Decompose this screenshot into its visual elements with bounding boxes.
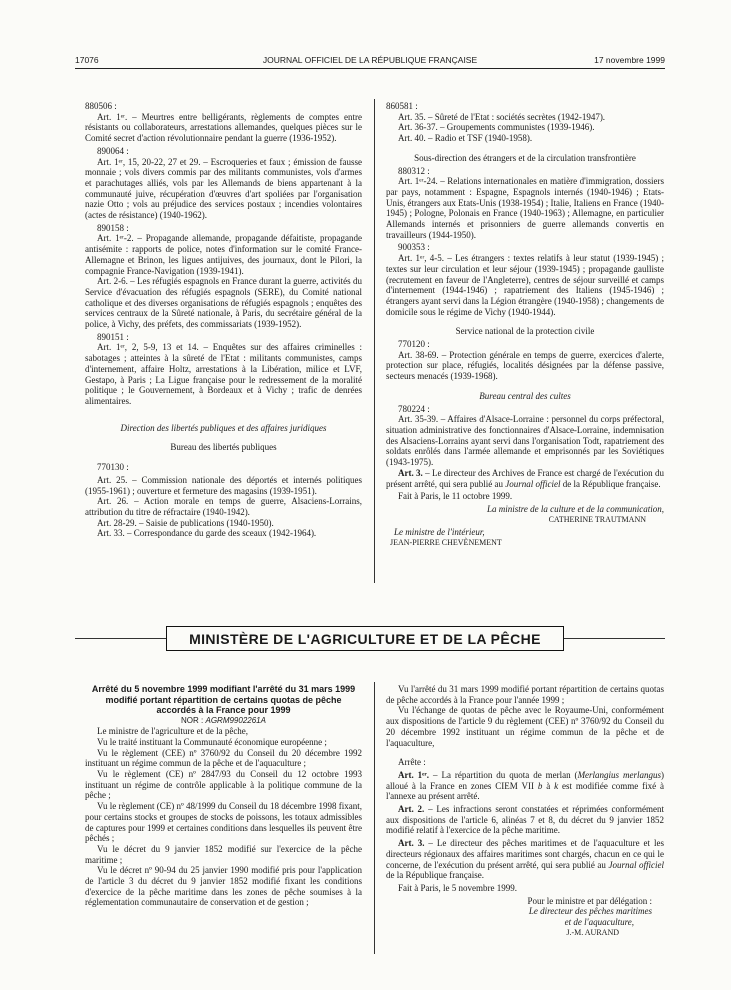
article-text: Art. 1ᵉʳ-2. – Propagande allemande, propagande défaitiste, propagande antisémite : rapports de police, notes d'information sur le comité France-Allemagne et Brinon, les ligues antijuives, des journaux, dont le Pilori, la compagnie France-Navigation (1939-1941). (85, 233, 362, 276)
decree-paragraph: Vu le traité instituant la Communauté économique européenne ; (97, 736, 327, 747)
signing-place-date: Fait à Paris, le 11 octobre 1999. (398, 491, 513, 502)
article-text: Art. 36-37. – Groupements communistes (1939-1946). (398, 122, 595, 133)
ref-number: 860581 : (386, 101, 418, 111)
article-3: Art. 3. – Le directeur des Archives de France est chargé de l'exécution du présent arrêté, qui sera publié au Journal officiel de la République française. (386, 467, 664, 489)
column-separator (374, 99, 375, 583)
ref-number: 890151 : (97, 331, 129, 342)
signatory-title: Pour le ministre et par délégation : (527, 895, 652, 906)
ref-number: 770120 : (398, 339, 430, 350)
article-text: Art. 2-6. – Les réfugiés espagnols en France durant la guerre, activités du Service d'évacuation des réfugiés espagnols (SERE), du Comité national catholique et des diverses organisations de réfugiés espagnols ; enquêtes des services centraux de la Sûreté nationale, à Paris, du secrétaire général de la police, à Vichy, des préfets, des commissariats (1939-1952). (85, 276, 362, 330)
article-2: Art. 2. – Les infractions seront constatées et réprimées conformément aux dispositions de l'article 6, alinéas 7 et 8, du décret du 9 janvier 1852 modifié relatif à l'exercice de la pêche maritime. (386, 804, 664, 836)
section-heading: Direction des libertés publiques et des affaires juridiques (120, 422, 327, 433)
nor-reference: NOR : AGRM9902261A (181, 715, 266, 725)
decree-paragraph: Le ministre de l'agriculture et de la pêche, (97, 726, 249, 737)
ref-number: 900353 : (398, 242, 430, 253)
page-header (75, 55, 665, 67)
ref-number: 770130 : (97, 462, 129, 473)
article-label: Art. 3. (398, 467, 423, 478)
article-text: Art. 1ᵉʳ-24. – Relations internationales en matière d'immigration, dossiers par pays, notamment : Espagne, Espagnols internés (1940-1946) ; Etats-Unis, étrangers aux Etats-Unis (1938-1954) ; Italie, Italiens en France (1940-1945) ; Pologne, Polonais en France (1940-1963) ; Allemagne, en particulier Allemands internés et prisonniers de guerre allemands convertis en travailleurs (1944-1950). (386, 176, 664, 240)
ref-number: 780224 : (398, 403, 430, 414)
decree-paragraph: Vu le décret du 9 janvier 1852 modifié sur l'exercice de la pêche maritime ; (85, 843, 362, 865)
ref-number: 890064 : (97, 145, 129, 156)
signatory-name: CATHERINE TRAUTMANN (548, 514, 646, 524)
article-text: Art. 33. – Correspondance du garde des sceaux (1942-1964). (97, 528, 317, 539)
column-4 (386, 684, 664, 938)
article-text: Art. 1ᵉʳ. – Meurtres entre belligérants, règlements de comptes entre résistants ou collaborateurs, arrestations allemandes, quelques pièces sur le Comité secret d'action révolutionnaire pendant la guerre (1936-1952). (85, 111, 362, 144)
signatory-name: JEAN-PIERRE CHEVÈNEMENT (390, 538, 502, 548)
subsection-heading: Bureau des libertés publiques (170, 442, 277, 453)
signing-place-date: Fait à Paris, le 5 novembre 1999. (398, 882, 517, 893)
article-3: Art. 3. – Le directeur des pêches maritimes et de l'aquaculture et les directeurs régionaux des affaires maritimes sont chargés, chacun en ce qui le concerne, de l'exécution du présent arrêté, qui sera publié au Journal officiel de la République française. (386, 838, 664, 881)
article-text: Art. 1ᵉʳ, 15, 20-22, 27 et 29. – Escroqueries et faux ; émission de fausse monnaie ; vols divers commis par des militants communistes, vols d'armes et parachutages alliés, vols par les Allemands de biens appartenant à la communauté juive, récupération d'œuvres d'art spoliées par l'organisation nazie Otto ; vols au préjudice des services postaux ; incendies volontaires (actes de résistance) (1940-1962). (85, 156, 362, 221)
article-text: Art. 28-29. – Saisie de publications (1940-1950). (97, 517, 274, 528)
column-2 (386, 101, 664, 549)
decree-title: Arrêté du 5 novembre 1999 modifiant l'arrêté du 31 mars 1999 modifié portant répartition de certains quotas de pêche accordés à la France pour 1999 (91, 684, 356, 715)
article-text: Art. 35-39. – Affaires d'Alsace-Lorraine : personnel du corps préfectoral, situation administrative des fonctionnaires d'Alsace-Lorraine, indemnisation des Alsaciens-Lorrains ayant servi dans l'organisation Todt, rapatriement des soldats enrôlés dans l'armée allemande et emprisonnés par les Soviétiques (1943-1975). (386, 414, 664, 468)
article-text: Art. 35. – Sûreté de l'Etat : sociétés secrètes (1942-1947). (398, 111, 606, 122)
page-number: 17076 (75, 55, 99, 65)
ministry-banner: MINISTÈRE DE L'AGRICULTURE ET DE LA PÊCHE (166, 626, 564, 651)
decree-paragraph: Vu le règlement (CE) nº 48/1999 du Conseil du 18 décembre 1998 fixant, pour certains stocks et groupes de stocks de poissons, les totaux admissibles de captures pour 1999 et certaines conditions dans lesquelles ils peuvent être pêchés ; (85, 801, 362, 844)
signatory-title: Le ministre de l'intérieur, (394, 527, 485, 538)
section-heading: Service national de la protection civile (455, 326, 595, 337)
arrete-label: Arrête : (398, 757, 426, 768)
issue-date: 17 novembre 1999 (594, 55, 665, 65)
ref-number: 880312 : (398, 165, 430, 176)
decree-paragraph: Vu l'échange de quotas de pêche avec le Royaume-Uni, conformément aux dispositions de l'article 9 du règlement (CEE) nº 3760/92 du Conseil du 20 décembre 1992 instituant un régime commun de la pêche et de l'aquaculture, (386, 705, 664, 748)
section-heading: Bureau central des cultes (479, 390, 571, 401)
header-rule (75, 68, 665, 69)
signatory-title: Le directeur des pêches maritimes (528, 906, 652, 917)
article-text: Art. 1ᵉʳ, 4-5. – Les étrangers : textes relatifs à leur statut (1939-1945) ; textes sur leur circulation et leur séjour (1939-1945) ; propagande gaulliste (recrutement en faveur de l'Angleterre), centres de séjour surveillé et camps d'internement (1944-1946) ; rapatriement des Italiens (1945-1946) ; étrangers ayant servi dans la Légion étrangère (1940-1958) ; changements de domicile sous le régime de Vichy (1940-1944). (386, 253, 664, 317)
nor-code: AGRM9902261A (205, 715, 266, 725)
ref-number: 890158 : (97, 222, 129, 233)
decree-paragraph: Vu le règlement (CE) nº 2847/93 du Conseil du 12 octobre 1993 instituant un régime de contrôle applicable à la politique commune de la pêche ; (85, 769, 362, 801)
article-text: Art. 38-69. – Protection générale en temps de guerre, exercices d'alerte, protection sur place, réfugiés, localités désignées par la défense passive, secteurs menacés (1939-1968). (386, 349, 664, 382)
signatory-title: et de l'aquaculture, (564, 917, 634, 928)
article-text: Art. 1ᵉʳ, 2, 5-9, 13 et 14. – Enquêtes sur des affaires criminelles : sabotages ; atteintes à la sûreté de l'Etat : militants communistes, camps d'internement, affaire Holtz, arrestations à la Libération, milice et LVF, Gestapo, à Paris ; La Ligue française pour le redressement de la moralité politique ; le Gouvernement, à Bordeaux et à Vichy ; trafic de denrées alimentaires. (85, 342, 362, 406)
article-1: Art. 1ᵉʳ. – La répartition du quota de merlan (Merlangius merlangus) alloué à la France en zones CIEM VII b à k est modifiée comme fixé à l'annexe au présent arrêté. (386, 769, 665, 802)
decree-paragraph: Vu le décret nº 90-94 du 25 janvier 1990 modifié pris pour l'application de l'article 3 du décret du 9 janvier 1852 modifié fixant les conditions d'exercice de la pêche maritime dans les zones de pêche soumises à la réglementation communautaire de conservation et de gestion ; (85, 865, 362, 908)
decree-paragraph: Vu l'arrêté du 31 mars 1999 modifié portant répartition de certains quotas de pêche accordés à la France pour l'année 1999 ; (386, 684, 664, 705)
column-1 (85, 101, 362, 539)
signatory-title: La ministre de la culture et de la communication, (486, 503, 664, 514)
article-text: Art. 26. – Action morale en temps de guerre, Alsaciens-Lorrains, attribution du titre de réfractaire (1940-1942). (85, 496, 362, 517)
column-3 (85, 684, 362, 908)
journal-title: JOURNAL OFFICIEL DE LA RÉPUBLIQUE FRANÇAISE (262, 55, 478, 65)
ref-number: 880506 : (85, 101, 117, 111)
article-text: Art. 40. – Radio et TSF (1940-1958). (398, 133, 533, 144)
decree-paragraph: Vu le règlement (CEE) nº 3760/92 du Conseil du 20 décembre 1992 instituant un régime commun de la pêche et de l'aquaculture ; (85, 747, 362, 769)
column-separator (374, 682, 375, 954)
article-text: Art. 25. – Commission nationale des déportés et internés politiques (1955-1961) ; ouverture et fermeture des magasins (1939-1951). (85, 474, 362, 496)
signatory-name: J.-M. AURAND (566, 927, 619, 937)
section-heading: Sous-direction des étrangers et de la circulation transfrontière (414, 152, 636, 163)
